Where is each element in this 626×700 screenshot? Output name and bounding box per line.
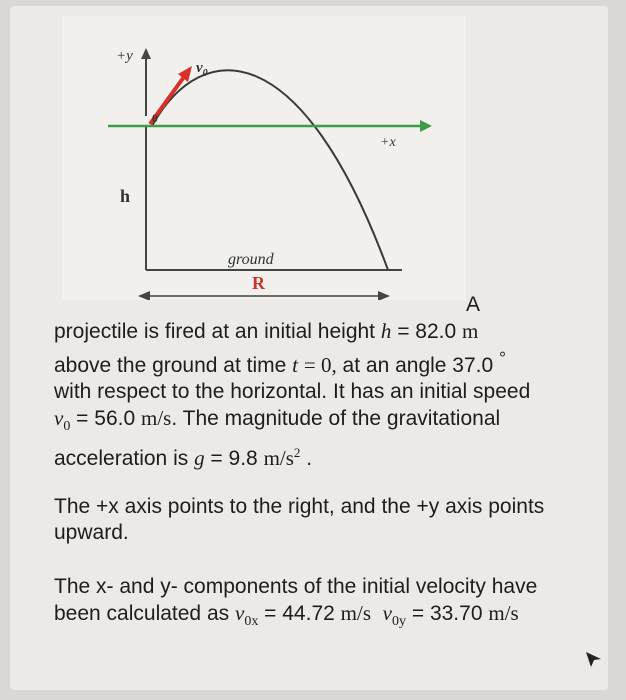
y-axis-arrowhead <box>141 48 151 59</box>
diagram-svg <box>62 16 466 300</box>
x-axis-label: +x <box>380 135 396 150</box>
problem-line-2: above the ground at time t = 0, at an angle 37.0 ° <box>54 348 507 377</box>
axes-description: The +x axis points to the right, and the +y axis points upward. <box>54 495 545 544</box>
range-arrow-left <box>138 291 150 300</box>
problem-line-5: acceleration is g = 9.8 $m/s^2$ . <box>54 445 313 471</box>
range-label: R <box>252 273 265 293</box>
components-paragraph: The x- and y- components of the initial velocity have been calculated as $v_{0x} = 44.72$ m/s $v_{0y} = 33.70$ m/s <box>54 575 538 630</box>
trajectory-curve <box>152 70 388 270</box>
projectile-diagram <box>62 16 466 300</box>
x-axis-arrowhead <box>420 120 432 132</box>
theta-label: θ <box>152 113 158 125</box>
problem-statement <box>54 293 584 472</box>
problem-line-3: with respect to the horizontal. It has an initial speed <box>54 380 531 403</box>
v0-label: $v_0$ <box>196 60 208 79</box>
y-axis-label: +y <box>116 48 133 64</box>
range-arrow-right <box>378 291 390 300</box>
leading-letter: A <box>466 293 481 316</box>
problem-line-1: projectile is fired at an initial height h = 82.0 m <box>54 319 479 343</box>
ground-label: ground <box>228 251 274 268</box>
problem-line-4: $v_0 = 56.0$ m/s. The magnitude of the gravitational <box>54 406 501 435</box>
mouse-cursor-icon <box>584 650 604 670</box>
h-label: h <box>120 186 131 206</box>
